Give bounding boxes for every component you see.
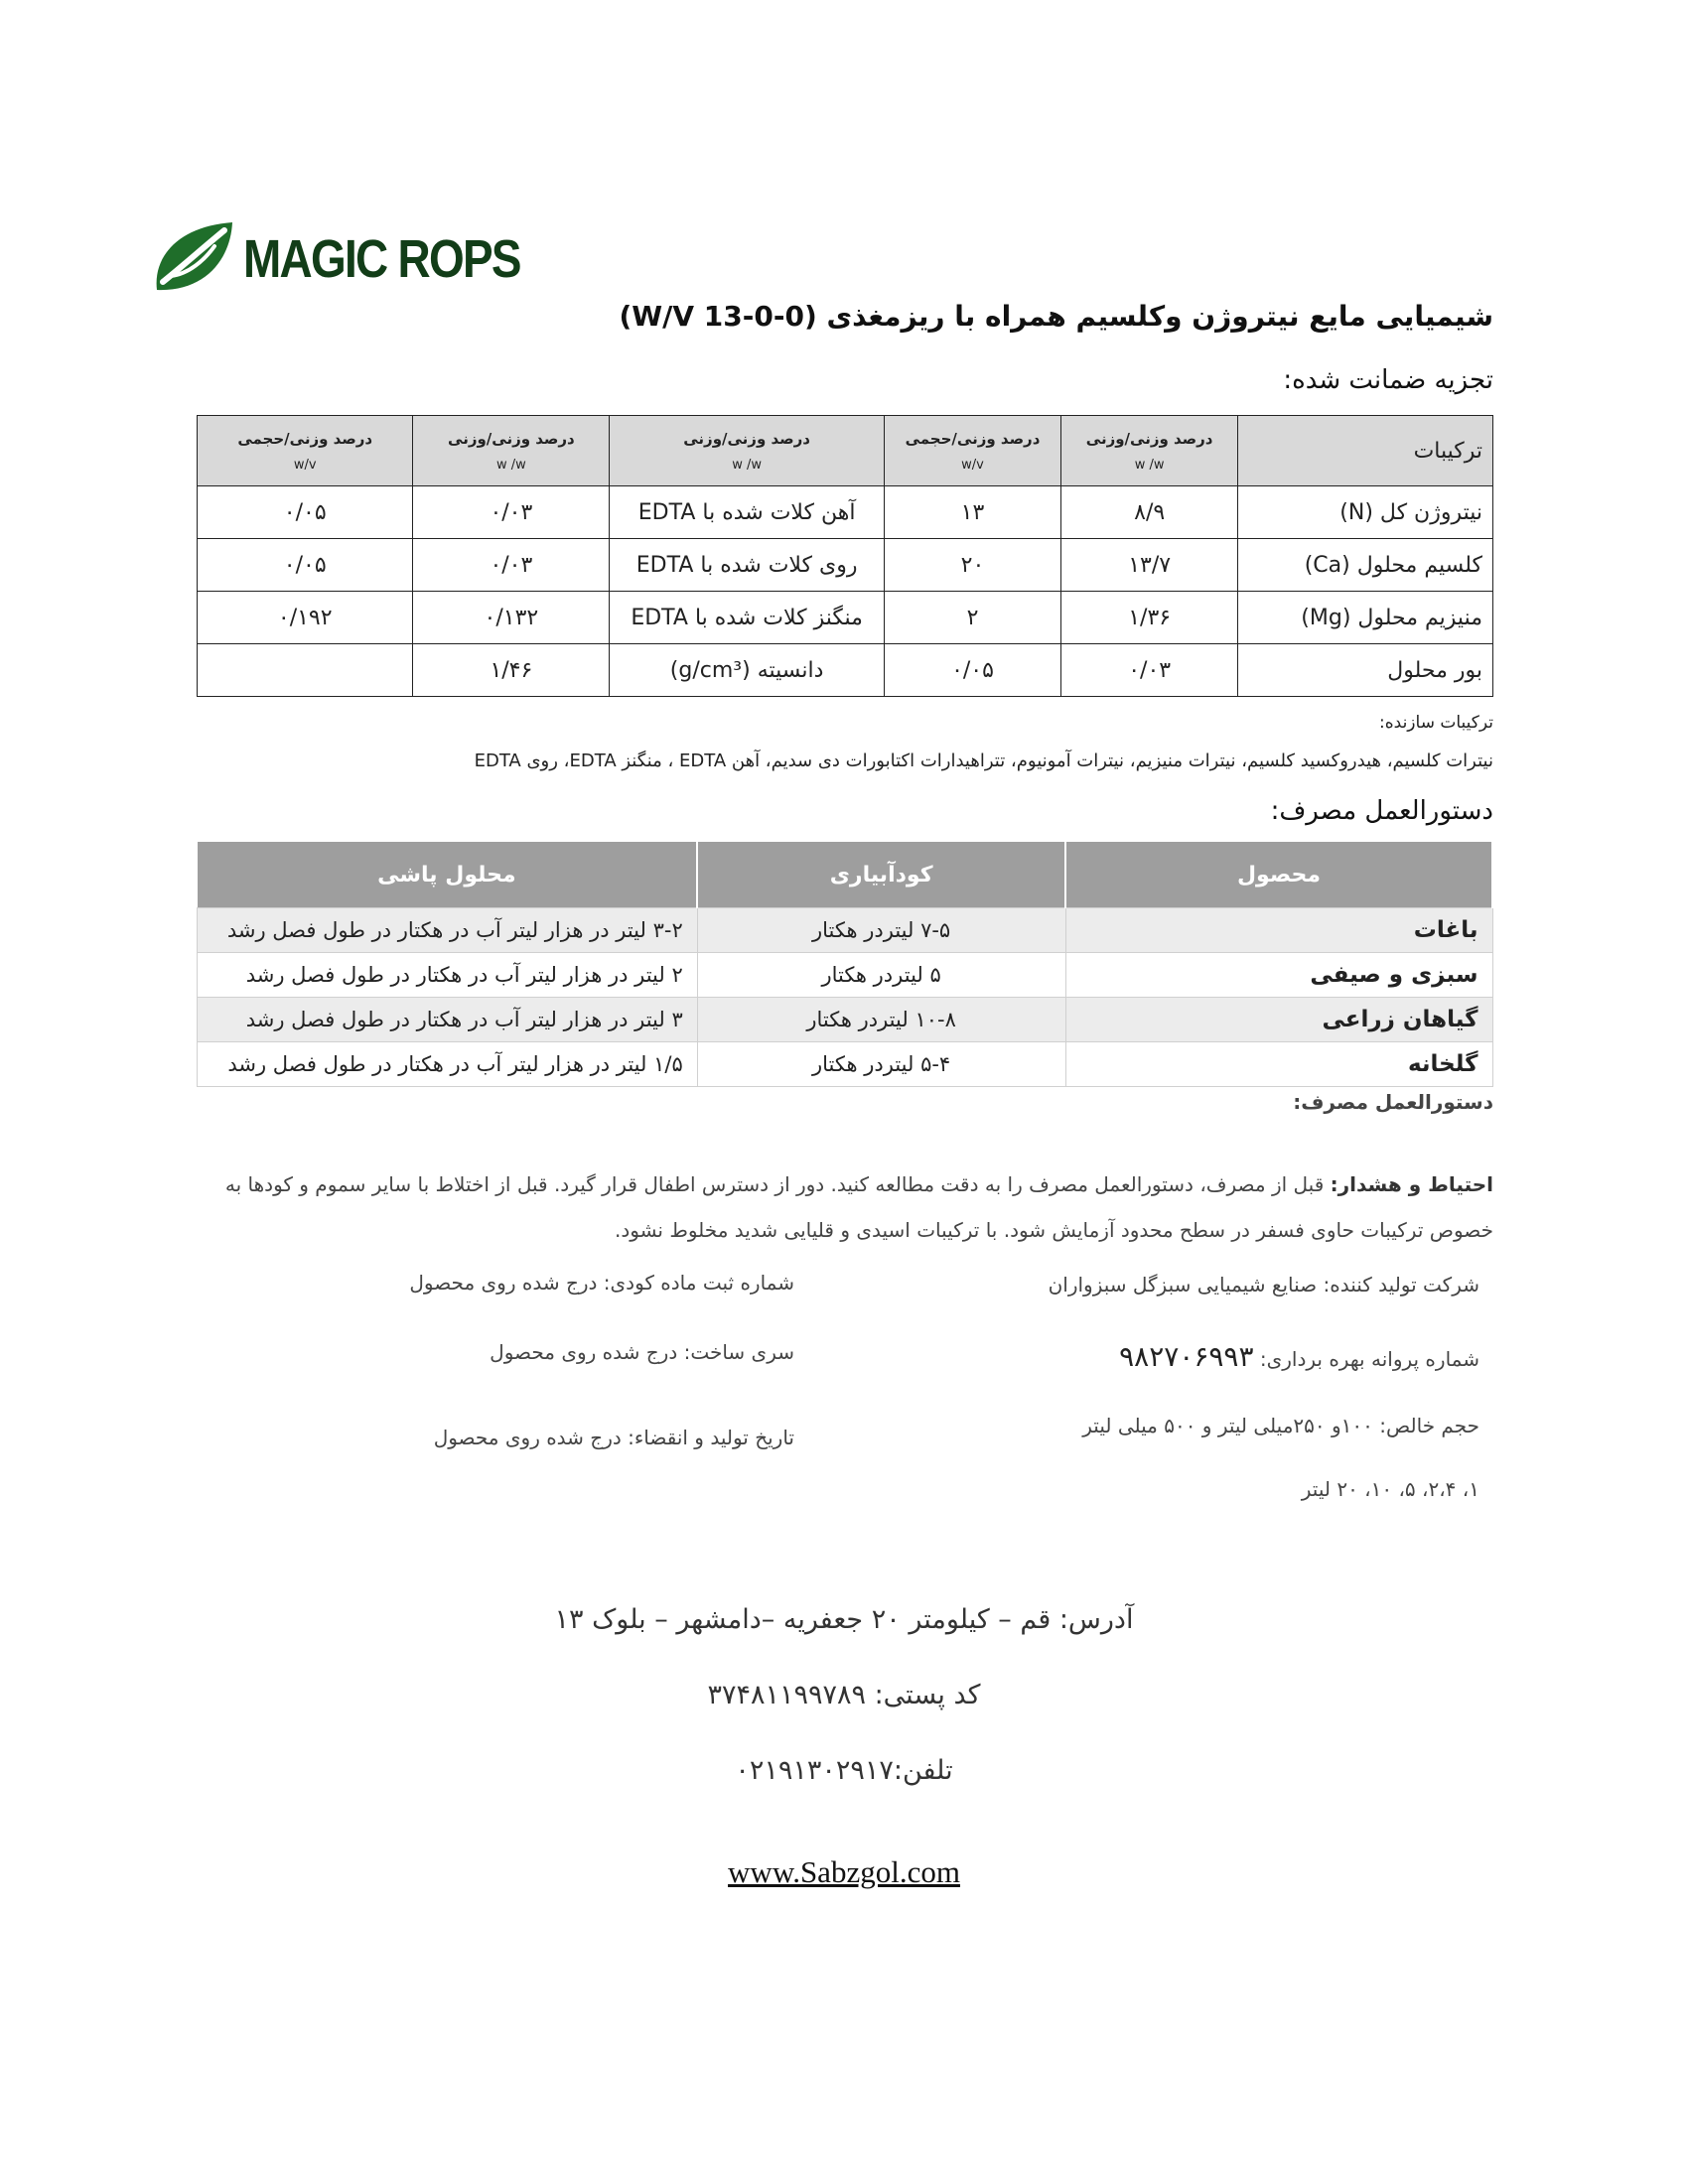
page-title: شیمیایی مایع نیتروژن وکلسیم همراه با ریزمغذی (W/V 13-0-0) [619,300,1493,333]
analysis-header: درصد وزنی/وزنی w /w [610,416,885,486]
ingredients-text: نیترات کلسیم، هیدروکسید کلسیم، نیترات منیزیم، نیترات آمونیوم، تتراهیدارات اکتابورات دی سدیم، آهن EDTA ، منگنز EDTA، روی EDTA [474,751,1493,771]
table-cell: نیتروژن کل (N) [1238,486,1493,539]
table-cell: منگنز کلات شده با EDTA [610,592,885,644]
usage-header-row [198,842,1493,908]
table-cell: ۰/۰۵ [198,486,413,539]
table-cell: باغات [1065,908,1492,953]
guarantee-heading: تجزیه ضمانت شده: [1283,365,1493,395]
table-cell: کلسیم محلول (Ca) [1238,539,1493,592]
table-cell: ۱۳/۷ [1061,539,1238,592]
table-cell: ۱۰-۸ لیتردر هکتار [697,998,1065,1042]
table-cell: ۷-۵ لیتردر هکتار [697,908,1065,953]
postal-code: کد پستی: ۳۷۴۸۱۱۹۹۷۸۹ [707,1680,981,1710]
table-cell: ۰/۰۵ [198,539,413,592]
usage-header: محصول [1065,842,1492,908]
table-cell: دانسیته (g/cm³) [610,644,885,697]
table-cell: ۱/۴۶ [413,644,610,697]
batch-number: سری ساخت: درج شده روی محصول [490,1340,794,1364]
table-cell: ۰/۰۳ [413,539,610,592]
usage-header: محلول پاشی [198,842,698,908]
table-row [198,486,1493,539]
table-cell: ۰/۱۳۲ [413,592,610,644]
analysis-header: ترکیبات [1238,416,1493,486]
table-cell: ۲ لیتر در هزار لیتر آب در هکتار در طول فصل رشد [198,953,698,998]
table-cell: ۵ لیتردر هکتار [697,953,1065,998]
table-cell: گیاهان زراعی [1065,998,1492,1042]
table-cell: ۰/۱۹۲ [198,592,413,644]
table-cell: ۸/۹ [1061,486,1238,539]
table-cell: ۰/۰۳ [1061,644,1238,697]
address: آدرس: قم – کیلومتر ۲۰ جعفریه –دامشهر – بلوک ۱۳ [554,1604,1134,1635]
table-row [198,539,1493,592]
table-cell: ۱/۳۶ [1061,592,1238,644]
table-cell: بور محلول [1238,644,1493,697]
table-cell: ۲ [884,592,1060,644]
table-cell: گلخانه [1065,1042,1492,1087]
table-cell: ۳ لیتر در هزار لیتر آب در هکتار در طول فصل رشد [198,998,698,1042]
table-cell: روی کلات شده با EDTA [610,539,885,592]
analysis-header: درصد وزنی/وزنی w /w [413,416,610,486]
analysis-header-row [198,416,1493,486]
warning-label: احتیاط و هشدار: [1330,1172,1493,1196]
website-link[interactable]: www.Sabzgol.com [728,1854,960,1889]
table-row [198,908,1493,953]
table-cell: ۱۳ [884,486,1060,539]
table-cell [198,644,413,697]
analysis-header: درصد وزنی/وزنی w /w [1061,416,1238,486]
usage-heading: دستورالعمل مصرف: [1270,796,1493,826]
table-row [198,592,1493,644]
net-volume-liters: ۱، ۲،۴، ۵، ۱۰، ۲۰ لیتر [1301,1477,1479,1501]
table-row [198,1042,1493,1087]
table-cell: ۰/۰۵ [884,644,1060,697]
table-cell: ۰/۰۳ [413,486,610,539]
brand-name: MAGIC ROPS [243,229,520,289]
table-cell: سبزی و صیفی [1065,953,1492,998]
table-cell: آهن کلات شده با EDTA [610,486,885,539]
table-row [198,644,1493,697]
table-row [198,953,1493,998]
table-cell: ۳-۲ لیتر در هزار لیتر آب در هکتار در طول فصل رشد [198,908,698,953]
usage-header: کودآبیاری [697,842,1065,908]
warning-body: قبل از مصرف، دستورالعمل مصرف را به دقت مطالعه کنید. دور از دسترس اطفال قرار گیرد. قبل از اختلاط با سایر سموم و کودها به خصوص ترکیبات حاوی فسفر در سطح محدود آزمایش شود. با ترکیبات اسیدی و قلیایی شدید مخلوط نشود. [224,1172,1493,1242]
table-cell: منیزیم محلول (Mg) [1238,592,1493,644]
warning-text [183,1161,1493,1253]
table-cell: ۲۰ [884,539,1060,592]
analysis-table [197,415,1493,697]
analysis-header: درصد وزنی/حجمی w/v [884,416,1060,486]
analysis-header: درصد وزنی/حجمی w/v [198,416,413,486]
usage-table [197,842,1493,1087]
leaf-logo-icon [149,216,238,300]
net-volume: حجم خالص: ۱۰۰و ۲۵۰میلی لیتر و ۵۰۰ میلی لیتر [1082,1414,1479,1437]
table-cell: ۵-۴ لیتردر هکتار [697,1042,1065,1087]
table-row [198,998,1493,1042]
ingredients-label: ترکیبات سازنده: [1379,713,1493,733]
usage-note: دستورالعمل مصرف: [1293,1090,1493,1114]
manufacturer: شرکت تولید کننده: صنایع شیمیایی سبزگل سبزواران [1048,1273,1479,1297]
phone: تلفن:۰۲۱۹۱۳۰۲۹۱۷ [735,1755,953,1786]
brand-logo [149,216,546,306]
registration-number: شماره ثبت ماده کودی: درج شده روی محصول [409,1271,794,1295]
production-expiry: تاریخ تولید و انقضاء: درج شده روی محصول [433,1426,794,1449]
license [1119,1340,1479,1373]
table-cell: ۱/۵ لیتر در هزار لیتر آب در هکتار در طول فصل رشد [198,1042,698,1087]
license-number: ۹۸۲۷۰۶۹۹۳ [1119,1340,1254,1373]
license-label: شماره پروانه بهره برداری: [1259,1347,1479,1371]
